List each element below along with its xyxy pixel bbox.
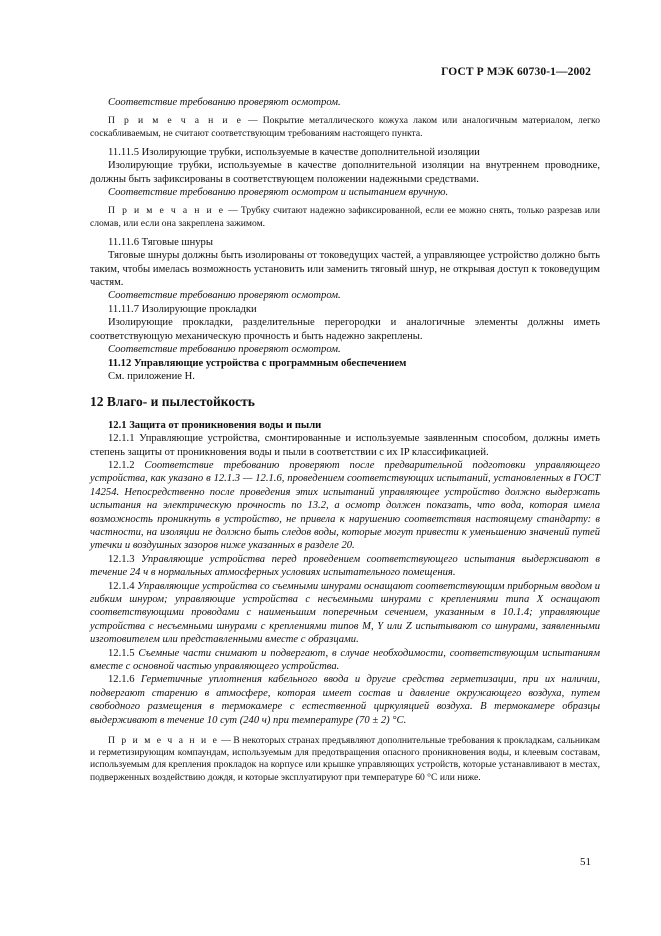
document-code-header: ГОСТ Р МЭК 60730-1—2002 [441,66,591,78]
note-paragraph [90,115,600,139]
clause-text: Изолирующие прокладки, разделительные перегородки и аналогичные элементы должны иметь соответствующую механическую прочность и быть надежно закреплены. [90,317,600,342]
note-text: — В некоторых странах предъявляют дополнительные требования к прокладкам, сальникам и герметизирующим компаундам, используемым для предотвращения опасного проникновения воды, и клеевым составам, используемым для крепления прокладок на корпусе или крышке управляющих устройств, которые устанавливают в местах, подверженных воздействию дождя, и которые эксплуатируют при температуре 60 °С или ниже. [90,735,600,783]
note-label: П р и м е ч а н и е [108,735,219,747]
clause-heading: 11.11.5 Изолирующие трубки, используемые в качестве дополнительной изоляции [108,146,480,158]
clause-number: 12.1.6 [108,674,141,686]
clause-text: Соответствие требованию проверяют после предварительной подготовки управляющего устройства, как указано в 12.1.3 — 12.1.6, проведением соответствующих испытаний, установленных в ГОСТ 14254. Непосредственно после проведения этих испытаний управляющее устройство должно выдержать испытания на электрическую прочность по 13.2, а осмотр должен показать, что вода, которая имела возможность проникнуть в устройство, не привела к нарушению соответствия настоящему стандарту: в частности, на изоляции не должно быть следов воды, которые могут привести к уменьшению значений путей утечки и воздушных зазоров ниже указанных в разделе 20. [90,459,600,552]
clause-heading: 11.11.7 Изолирующие прокладки [108,303,257,315]
note-text: — Трубку считают надежно зафиксированной, если ее можно снять, только разрезав или сломав, или если она закреплена зажимом. [90,205,600,229]
page-content [90,96,600,784]
note-label: П р и м е ч а н и е [108,205,226,217]
clause-paragraph [90,553,600,580]
clause-number: 12.1.5 [108,647,139,659]
clause-text: Управляющие устройства перед проведением соответствующего испытания выдерживают в течение 24 ч в нормальных атмосферных условиях испытательного помещения. [90,553,600,579]
clause-paragraph [90,647,600,674]
section-title: 12 Влаго- и пылестойкость [90,394,255,410]
clause-heading: 11.11.6 Тяговые шнуры [108,236,213,248]
note-label: П р и м е ч а н и е [108,115,243,127]
compliance-text: Соответствие требованию проверяют осмотром. [108,344,341,356]
clause-number: 12.1.4 [108,580,138,592]
clause-text: Съемные части снимают и подвергают, в случае необходимости, соответствующим испытаниям вместе с основной частью управляющего устройства. [90,647,600,673]
note-text: — Покрытие металлического кожуха лаком или аналогичным материалом, легко соскабливаемым, не считают соответствующим требованиям настоящего пункта. [90,115,600,139]
note-paragraph [90,735,600,784]
clause-text: Герметичные уплотнения кабельного ввода и другие средства герметизации, при их наличии, подвергают старению в атмосфере, которая имеет состав и давление окружающего воздуха, путем свободного размещения в термокамере с естественной циркуляцией воздуха. В термокамере образцы выдерживают в течение 10 сут (240 ч) при температуре (70 ± 2) °С. [90,674,600,726]
clause-heading-bold: 11.12 Управляющие устройства с программным обеспечением [108,357,407,369]
subsection-title: 12.1 Защита от проникновения воды и пыли [108,419,322,431]
clause-number: 12.1.2 [108,459,145,471]
clause-paragraph [90,580,600,647]
note-paragraph [90,205,600,229]
clause-text: Управляющие устройства со съемными шнурами оснащают соответствующим приборным вводом и гибким шнуром; управляющие устройства с несъемными шнурами с креплениями типа X оснащают соответствующими проводами с наименьшим поперечным сечением, указанным в 10.1.4; управляющие устройства с несъемными шнурами с креплениями типов M, Y или Z испытывают со шнурами, заявленными изготовителем или представленными вместе с образцами. [90,580,600,646]
clause-number: 12.1.3 [108,553,142,565]
clause-text: 12.1.1 Управляющие устройства, смонтированные и используемые заявленным способом, должны иметь степень защиты от проникновения воды и пыли в соответствии с их IP классификацией. [90,433,600,458]
compliance-text: Соответствие требованию проверяют осмотром. [108,97,341,108]
compliance-text: Соответствие требованию проверяют осмотром. [108,290,341,302]
clause-paragraph [90,673,600,727]
clause-text: См. приложение Н. [108,370,195,382]
page-number: 51 [580,856,591,868]
clause-text: Тяговые шнуры должны быть изолированы от токоведущих частей, а управляющее устройство должно быть таким, чтобы имелась возможность установить или заменить тяговый шнур, не открывая доступ к токоведущим частям. [90,250,600,289]
clause-text: Изолирующие трубки, используемые в качестве дополнительной изоляции на внутреннем проводнике, должны быть зафиксированы в соответствующем положении надежными средствами. [90,160,600,185]
clause-paragraph [90,459,600,553]
compliance-text: Соответствие требованию проверяют осмотром и испытанием вручную. [108,187,449,199]
